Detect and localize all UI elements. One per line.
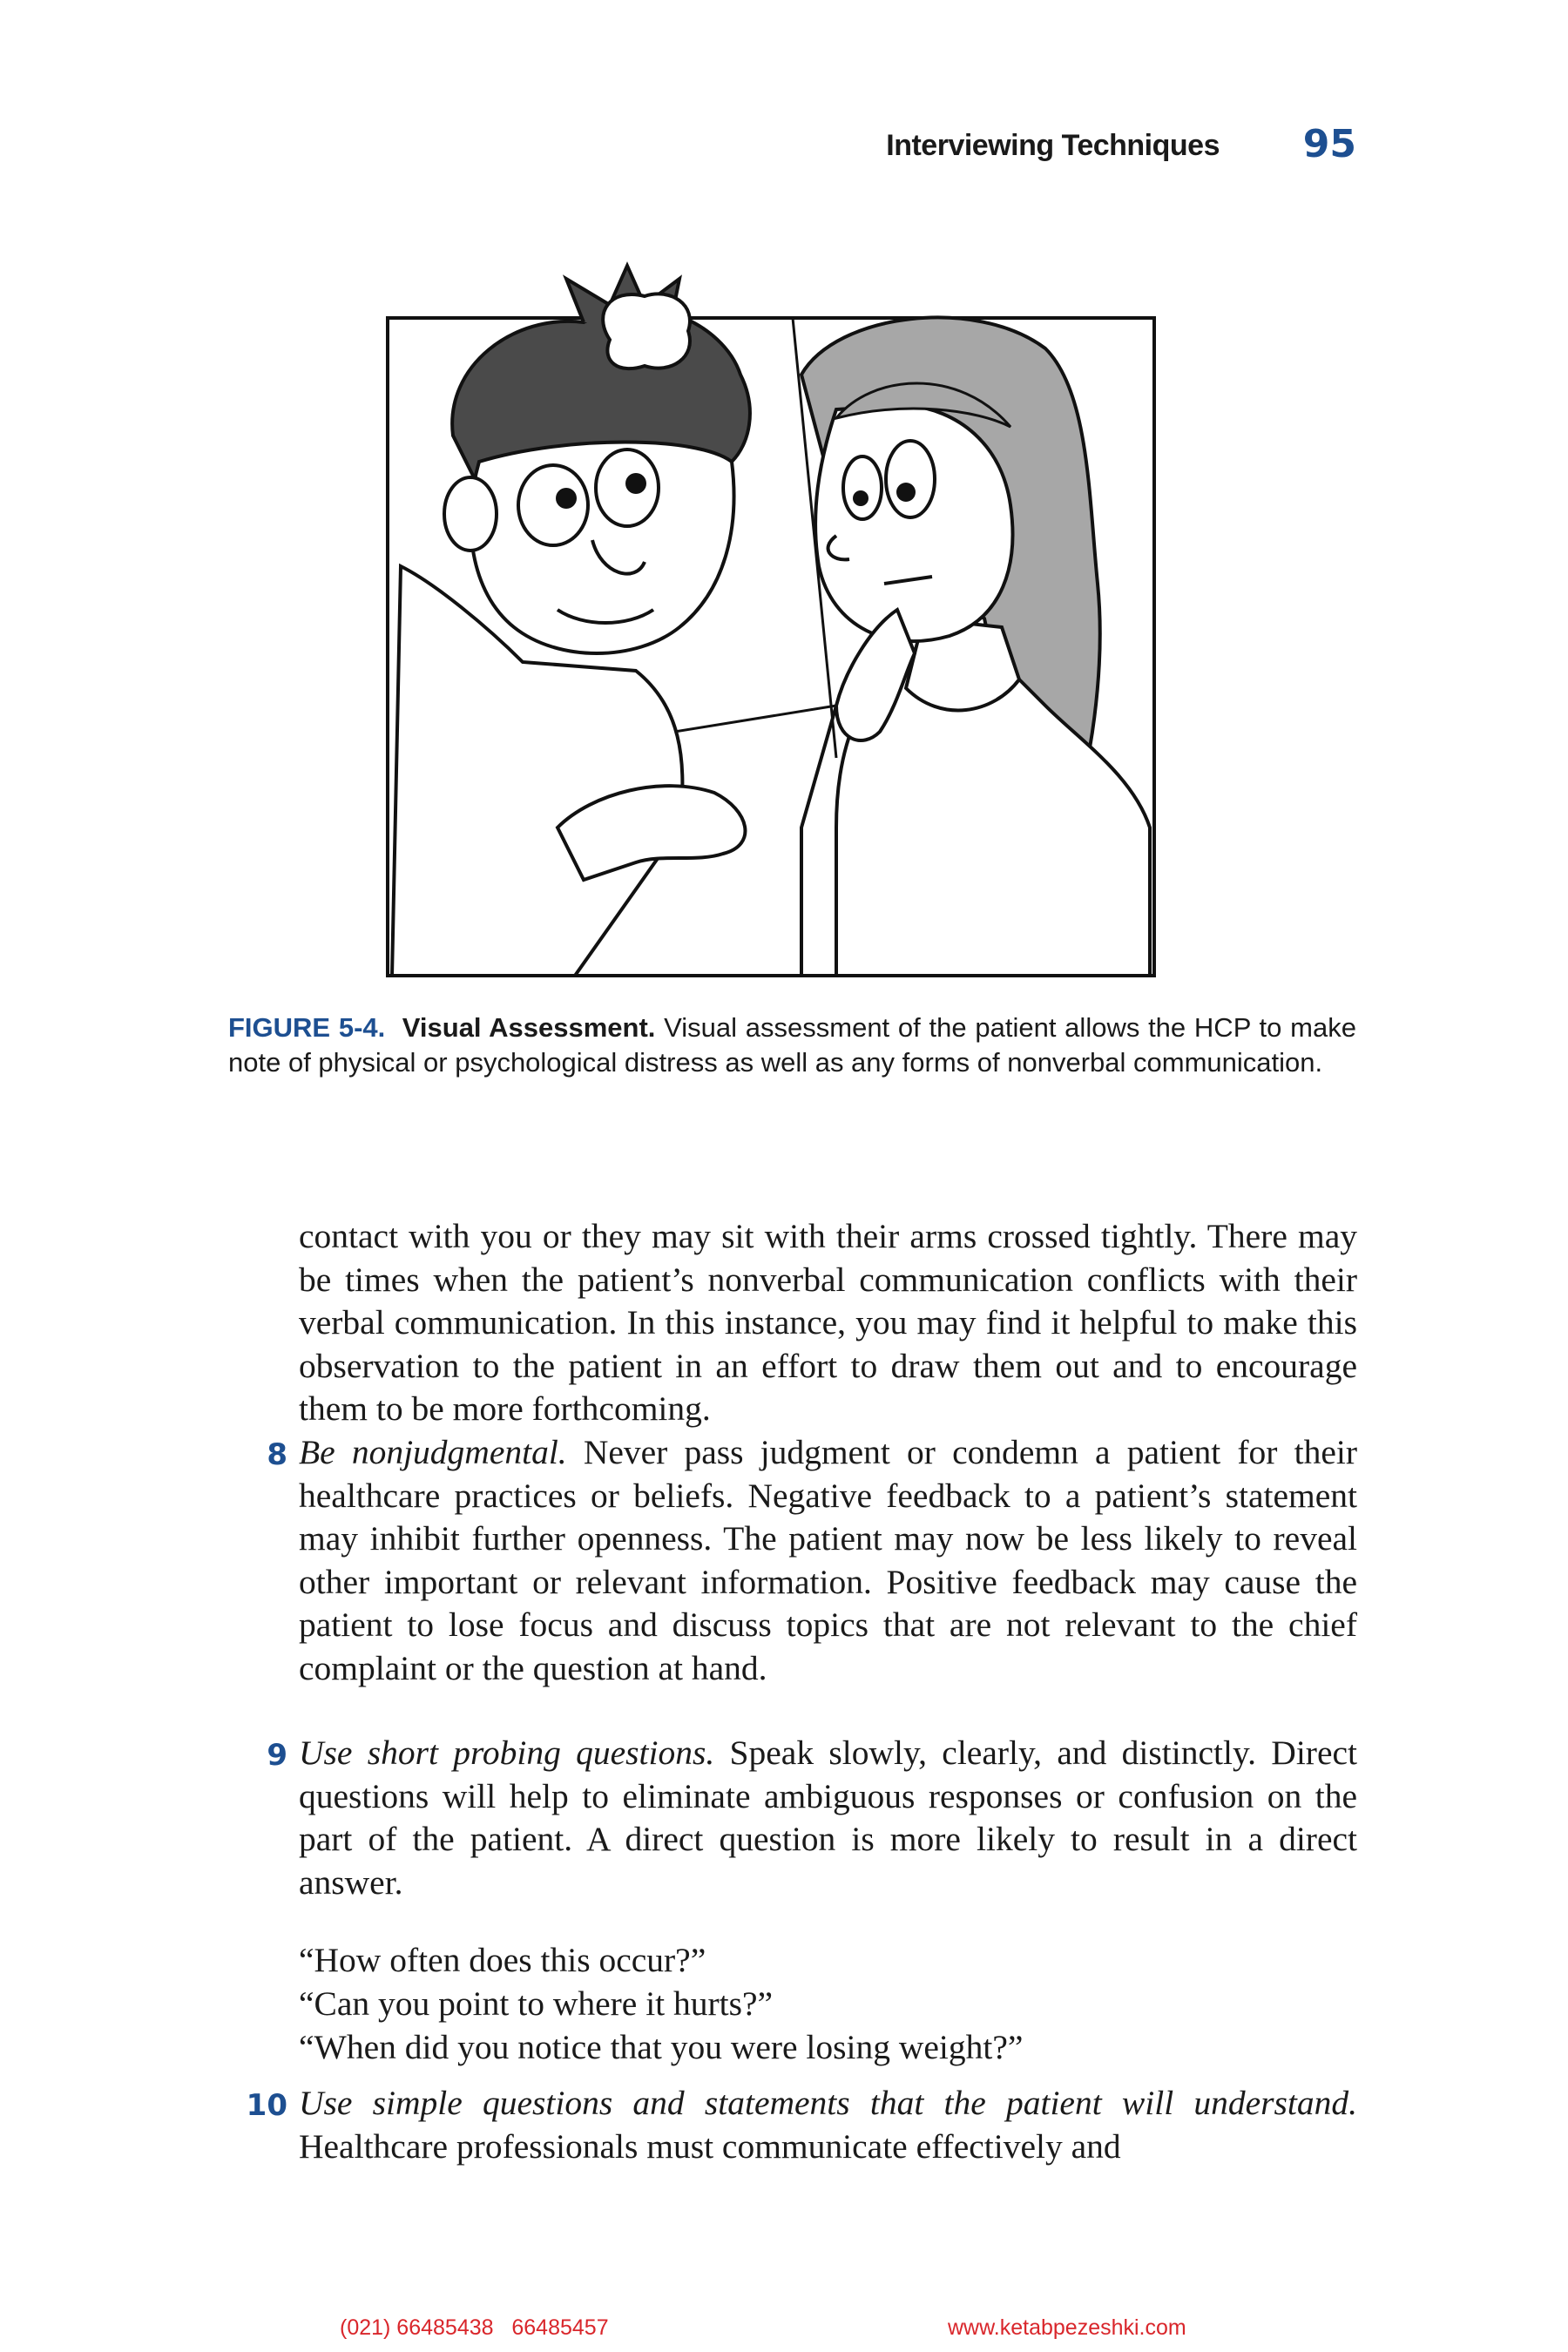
list-item bbox=[246, 2082, 1357, 2168]
list-item-text: Never pass judgment or condemn a patient for their healthcare practices or beliefs. Negative feedback to a patient’s statement may inhibit further openness. The patient may now be less likely to reveal other important or relevant information. Positive feedback may cause the patient to lose focus and discuss topics that are not relevant to the chief complaint or the question at hand. bbox=[299, 1433, 1357, 1687]
woman-eye-left bbox=[843, 456, 882, 519]
footer-website[interactable]: www.ketabpezeshki.com bbox=[948, 2315, 1186, 2340]
man-eye-left bbox=[518, 465, 588, 545]
woman-eye-right bbox=[886, 441, 935, 517]
example-question: “How often does this occur?” bbox=[299, 1941, 706, 1979]
example-question: “Can you point to where it hurts?” bbox=[299, 1984, 774, 2023]
figure-illustration bbox=[348, 218, 1167, 1002]
cartoon-illustration bbox=[348, 218, 1167, 1002]
man-pupil-right bbox=[625, 473, 646, 494]
footer-phone: (021) 66485438 66485457 bbox=[340, 2315, 609, 2340]
woman-pupil-left bbox=[853, 490, 868, 506]
example-question: “When did you notice that you were losing weight?” bbox=[299, 2028, 1024, 2066]
list-item-number: 10 bbox=[246, 2088, 287, 2123]
list-item-number: 9 bbox=[267, 1738, 287, 1773]
list-item-lead: Be nonjudgmental. bbox=[299, 1433, 567, 1471]
continuation-paragraph: contact with you or they may sit with their arms crossed tightly. There may be times when the patient’s nonverbal communication conflicts with their verbal communication. In this instance, you may find it helpful to make this observation to the patient in an effort to draw them out and to encourage them to be more forthcoming. bbox=[299, 1217, 1357, 1428]
list-item bbox=[267, 1431, 1357, 1690]
running-header bbox=[0, 122, 1568, 174]
list-item-number: 8 bbox=[267, 1437, 287, 1472]
list-item-text: Speak slowly, clearly, and distinctly. Direct questions will help to eliminate ambiguous responses or confusion on the part of the patient. A direct question is more likely to result in a direct answer. bbox=[299, 1734, 1357, 1902]
woman-pupil-right bbox=[896, 483, 916, 502]
figure-caption-text: Visual assessment of the patient allows the HCP to make note of physical or psychological distress as well as any forms of nonverbal communication. bbox=[228, 1012, 1356, 1078]
page-number: 95 bbox=[1302, 122, 1356, 166]
figure-title: Visual Assessment. bbox=[402, 1012, 656, 1043]
list-item-text: Healthcare professionals must communicate effectively and bbox=[299, 2126, 1121, 2166]
man-ear bbox=[444, 477, 497, 551]
man-hand-on-head bbox=[603, 294, 690, 368]
figure-caption bbox=[228, 1010, 1356, 1080]
figure-label: FIGURE 5-4. bbox=[228, 1012, 386, 1043]
example-questions bbox=[299, 1938, 1357, 2069]
list-item-lead: Use simple questions and statements that the patient will understand. bbox=[299, 2084, 1357, 2122]
man-pupil-left bbox=[556, 488, 577, 509]
list-item-lead: Use short probing questions. bbox=[299, 1734, 715, 1772]
list-item bbox=[267, 1732, 1357, 1904]
chapter-title: Interviewing Techniques bbox=[886, 129, 1220, 162]
